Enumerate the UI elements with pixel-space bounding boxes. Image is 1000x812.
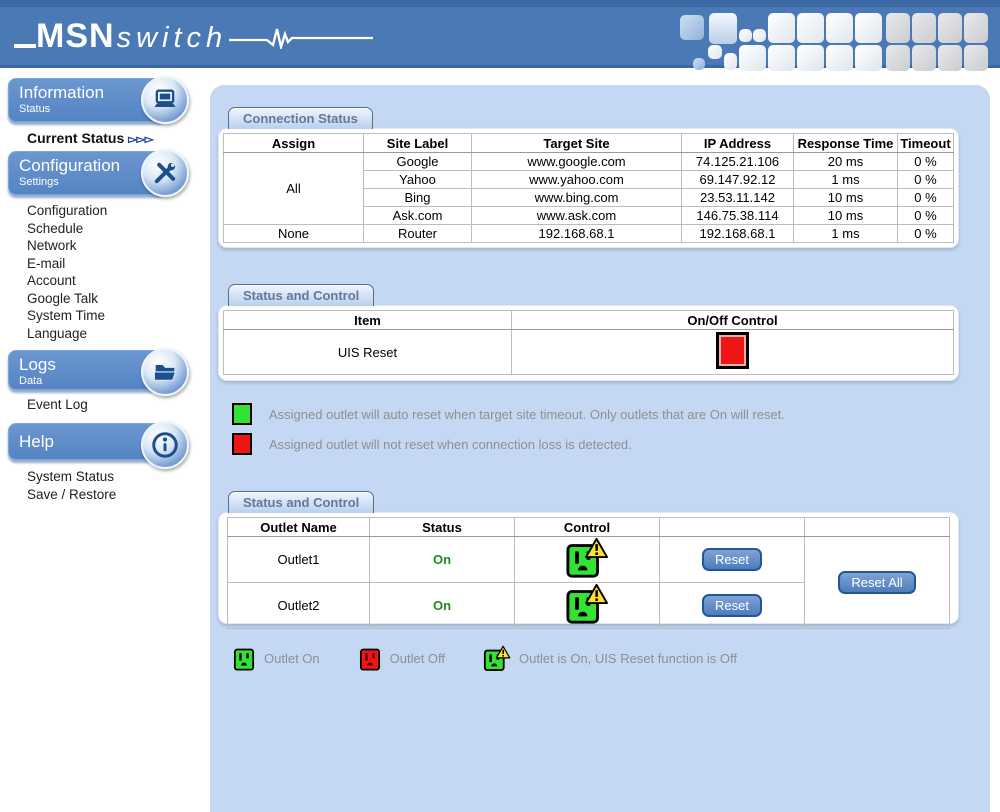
outlet-on-icon [232, 646, 256, 672]
outlet-status: On [370, 583, 515, 629]
main-content [210, 85, 990, 812]
triple-arrow-icon: ▻▻▻ [128, 132, 153, 146]
col-timeout: Timeout [898, 134, 954, 153]
ip-cell: 146.75.38.114 [682, 207, 794, 225]
table-row [224, 225, 954, 243]
sidebar-item-google-talk[interactable]: Google Talk [27, 290, 99, 306]
logo-switch-text: switch [116, 21, 228, 54]
sidebar-item-configuration[interactable]: Configuration [27, 203, 108, 218]
tab-connection-status: Connection Status [228, 107, 373, 129]
sidebar-item-language[interactable]: Language [27, 325, 88, 341]
legend-outlet-on-text: Outlet On [264, 651, 320, 666]
sidebar-item-email[interactable]: E-mail [27, 255, 66, 271]
section-title: Information [19, 83, 105, 102]
col-response-time: Response Time [794, 134, 898, 153]
table-row [224, 153, 954, 171]
uis-control-panel [218, 305, 959, 381]
logo-msn-text: MSN [36, 17, 115, 55]
legend-auto-reset-text: Assigned outlet will auto reset when target site timeout. Only outlets that are On will reset. [269, 406, 785, 422]
col-outlet-name: Outlet Name [228, 518, 370, 537]
current-status-label: Current Status [27, 130, 125, 146]
sidebar-item-network[interactable]: Network [27, 238, 77, 253]
red-square-icon [232, 433, 252, 455]
sidebar-item-event-log[interactable]: Event Log [27, 397, 88, 412]
uis-control-table [223, 310, 954, 375]
timeout-cell: 0 % [898, 171, 954, 189]
section-title: Configuration [19, 156, 121, 175]
timeout-cell: 0 % [898, 207, 954, 225]
col-assign: Assign [224, 134, 364, 153]
col-item: Item [224, 311, 512, 330]
sidebar-section-help[interactable] [8, 423, 166, 460]
sidebar-item-account[interactable]: Account [27, 273, 76, 288]
response-cell: 1 ms [794, 171, 898, 189]
assign-all-cell: All [224, 153, 364, 225]
connection-status-table [223, 133, 954, 243]
col-reset-all [805, 518, 950, 537]
ip-cell: 74.125.21.106 [682, 153, 794, 171]
reset-all-button[interactable]: Reset All [838, 571, 915, 594]
outlet-warning-icon[interactable] [565, 583, 609, 625]
target-site-cell: 192.168.68.1 [472, 225, 682, 243]
laptop-icon [141, 76, 189, 124]
legend-no-reset [232, 433, 632, 455]
logo-underscore [14, 44, 36, 48]
sidebar-section-configuration[interactable] [8, 151, 166, 195]
ip-cell: 192.168.68.1 [682, 225, 794, 243]
col-target-site: Target Site [472, 134, 682, 153]
section-subtitle: Status [19, 103, 51, 115]
sidebar-section-information[interactable] [8, 78, 166, 122]
timeout-cell: 0 % [898, 153, 954, 171]
legend-outlet-states [232, 645, 737, 672]
target-site-cell: www.ask.com [472, 207, 682, 225]
legend-outlet-uis-off-text: Outlet is On, UIS Reset function is Off [519, 651, 738, 666]
msn-switch-logo [14, 19, 377, 53]
outlet-name: Outlet1 [228, 537, 370, 583]
response-cell: 20 ms [794, 153, 898, 171]
assign-none-cell: None [224, 225, 364, 243]
info-icon [141, 421, 189, 469]
col-reset [660, 518, 805, 537]
response-cell: 10 ms [794, 207, 898, 225]
folder-icon [141, 348, 189, 396]
sidebar-item-current-status[interactable] [27, 130, 153, 146]
app-header [0, 0, 1000, 68]
connection-status-panel [218, 128, 959, 248]
section-subtitle: Data [19, 375, 43, 387]
target-site-cell: www.bing.com [472, 189, 682, 207]
section-title: Help [19, 432, 54, 451]
site-label-cell: Yahoo [364, 171, 472, 189]
col-status: Status [370, 518, 515, 537]
table-row [224, 330, 954, 375]
tab-status-control-uis: Status and Control [228, 284, 374, 306]
timeout-cell: 0 % [898, 225, 954, 243]
outlet-warning-icon [483, 645, 511, 672]
outlet-name: Outlet2 [228, 583, 370, 629]
response-cell: 10 ms [794, 189, 898, 207]
sidebar [0, 68, 203, 812]
site-label-cell: Ask.com [364, 207, 472, 225]
heartbeat-line-icon [227, 25, 377, 49]
tab-status-control-outlets: Status and Control [228, 491, 374, 513]
outlet-status: On [370, 537, 515, 583]
reset-button-outlet2[interactable]: Reset [702, 594, 762, 617]
legend-auto-reset [232, 403, 785, 425]
sidebar-item-schedule[interactable]: Schedule [27, 220, 84, 236]
outlet-control-table [227, 517, 950, 629]
green-square-icon [232, 403, 252, 425]
outlet-off-icon [358, 646, 382, 672]
sidebar-item-save-restore[interactable]: Save / Restore [27, 486, 117, 502]
reset-button-outlet1[interactable]: Reset [702, 548, 762, 571]
table-row [228, 537, 950, 583]
outlet-control-panel [218, 512, 959, 624]
sidebar-item-system-status[interactable]: System Status [27, 469, 115, 484]
section-title: Logs [19, 355, 56, 374]
outlet-warning-icon[interactable] [565, 537, 609, 579]
site-label-cell: Router [364, 225, 472, 243]
decorative-tile-mosaic [678, 12, 993, 72]
uis-reset-toggle-button[interactable] [719, 335, 746, 366]
target-site-cell: www.google.com [472, 153, 682, 171]
site-label-cell: Google [364, 153, 472, 171]
legend-no-reset-text: Assigned outlet will not reset when connection loss is detected. [269, 436, 632, 452]
legend-outlet-off-text: Outlet Off [389, 651, 446, 666]
site-label-cell: Bing [364, 189, 472, 207]
col-site-label: Site Label [364, 134, 472, 153]
section-subtitle: Settings [19, 176, 59, 188]
col-control: Control [515, 518, 660, 537]
ip-cell: 23.53.11.142 [682, 189, 794, 207]
tools-icon [141, 149, 189, 197]
timeout-cell: 0 % [898, 189, 954, 207]
target-site-cell: www.yahoo.com [472, 171, 682, 189]
sidebar-item-system-time[interactable]: System Time [27, 308, 106, 323]
sidebar-section-logs[interactable] [8, 350, 166, 390]
response-cell: 1 ms [794, 225, 898, 243]
uis-reset-label: UIS Reset [224, 330, 512, 375]
col-ip-address: IP Address [682, 134, 794, 153]
ip-cell: 69.147.92.12 [682, 171, 794, 189]
col-onoff-control: On/Off Control [512, 311, 954, 330]
